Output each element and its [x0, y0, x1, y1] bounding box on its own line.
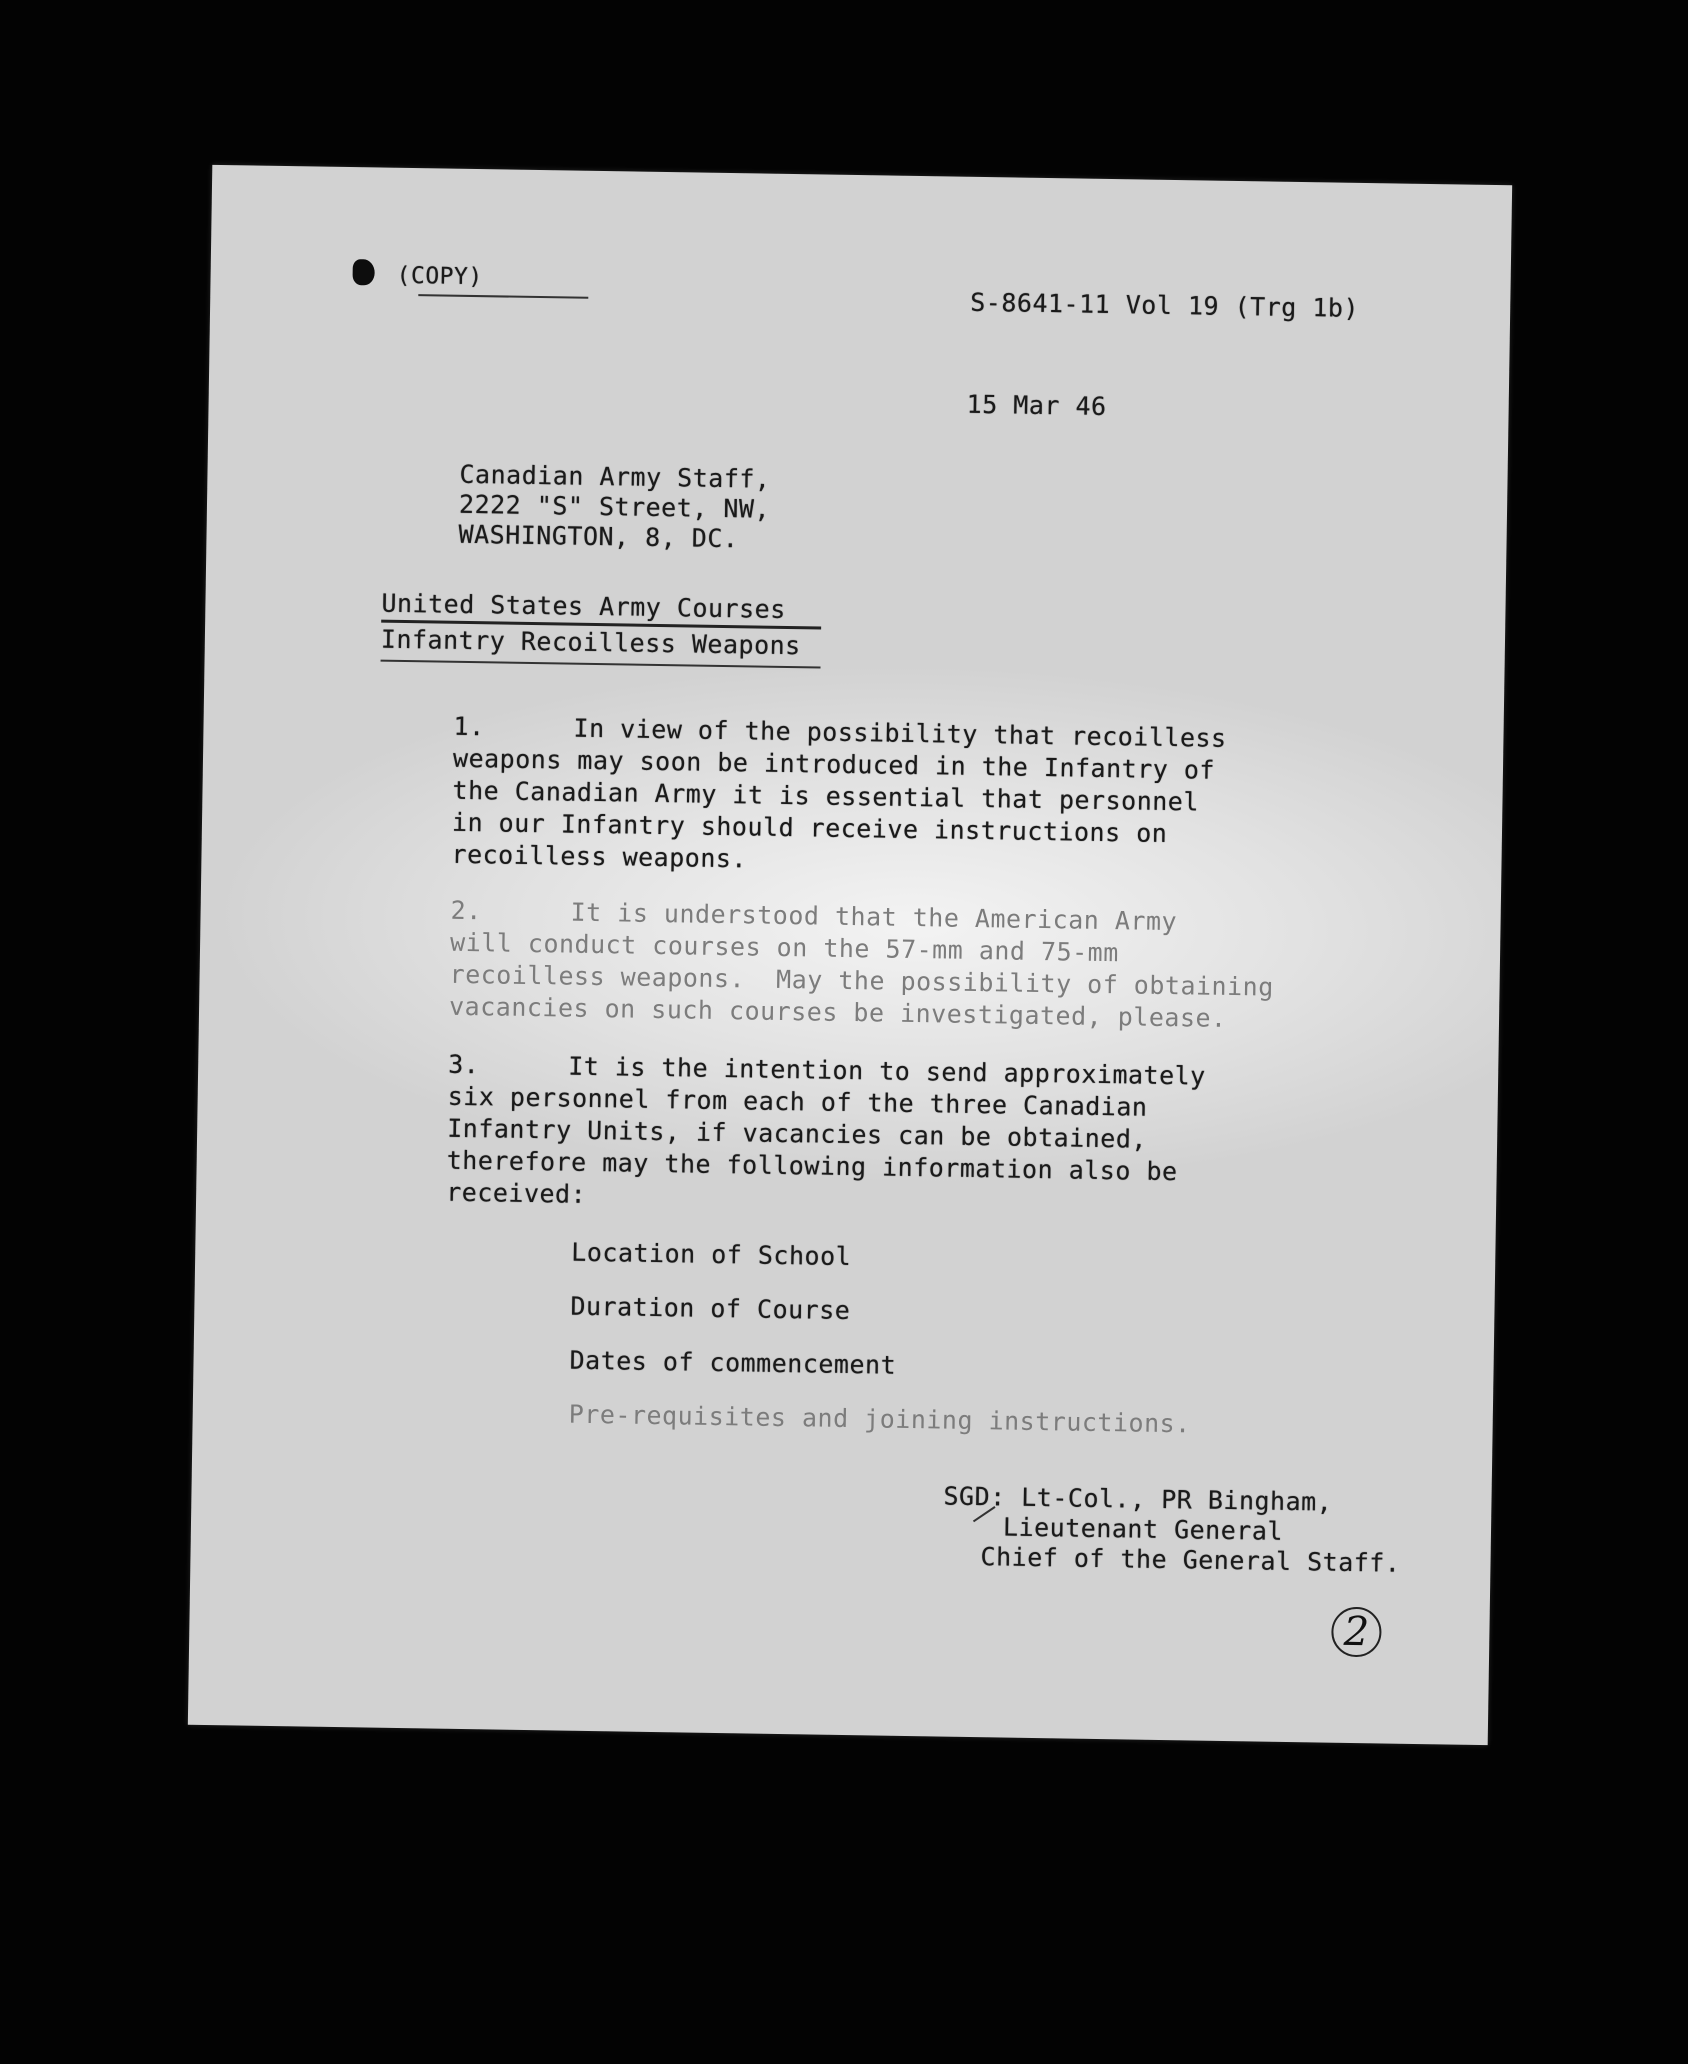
paragraph-line: the Canadian Army it is essential that personnel: [452, 775, 1200, 817]
addressee-line-2: 2222 "S" Street, NW,: [458, 489, 771, 524]
addressee-line-1: Canadian Army Staff,: [459, 459, 771, 494]
paragraph-line: recoilless weapons. May the possibility of obtaining: [449, 959, 1274, 1002]
letter-page: [188, 165, 1512, 1745]
copy-label: (COPY): [396, 262, 483, 291]
paragraph-number: 1.: [453, 711, 485, 742]
signature-line-2: Lieutenant General: [1002, 1512, 1284, 1546]
paragraph-line: In view of the possibility that recoilless: [573, 713, 1227, 753]
signature-line-1: SGD: Lt-Col., PR Bingham,: [943, 1481, 1333, 1517]
paragraph-line: It is understood that the American Army: [570, 897, 1178, 937]
list-item: Pre-requisites and joining instructions.: [568, 1399, 1191, 1439]
signature-line-3: Chief of the General Staff.: [980, 1542, 1401, 1578]
list-item: Location of School: [571, 1237, 852, 1272]
paragraph-line: six personnel from each of the three Canadian: [447, 1081, 1148, 1122]
ink-blot: [352, 259, 374, 285]
paragraph-line: Infantry Units, if vacancies can be obtained,: [447, 1113, 1148, 1154]
paragraph-number: 3.: [448, 1049, 480, 1080]
paragraph-line: received:: [445, 1177, 587, 1209]
subject-line-2: Infantry Recoilless Weapons: [380, 624, 801, 661]
file-reference: S-8641-11 Vol 19 (Trg 1b): [970, 287, 1360, 323]
paragraph-line: in our Infantry should receive instructions on: [451, 807, 1168, 848]
paragraph-number: 2.: [450, 895, 482, 926]
copy-underline: [418, 294, 588, 299]
list-item: Duration of Course: [570, 1291, 851, 1326]
paragraph-line: recoilless weapons.: [451, 839, 748, 874]
addressee-line-3: WASHINGTON, 8, DC.: [458, 519, 739, 554]
paragraph-line: weapons may soon be introduced in the Infantry of: [452, 743, 1216, 785]
paragraph-line: therefore may the following information also be: [446, 1145, 1178, 1187]
paragraph-line: will conduct courses on the 57-mm and 75-mm: [449, 927, 1120, 968]
paragraph-line: It is the intention to send approximately: [567, 1051, 1206, 1091]
letter-date: 15 Mar 46: [966, 389, 1107, 421]
subject-line-1: United States Army Courses: [381, 588, 786, 624]
list-item: Dates of commencement: [569, 1345, 897, 1380]
paragraph-line: vacancies on such courses be investigated, please.: [448, 991, 1227, 1033]
page-number-mark: 2: [1331, 1607, 1382, 1658]
